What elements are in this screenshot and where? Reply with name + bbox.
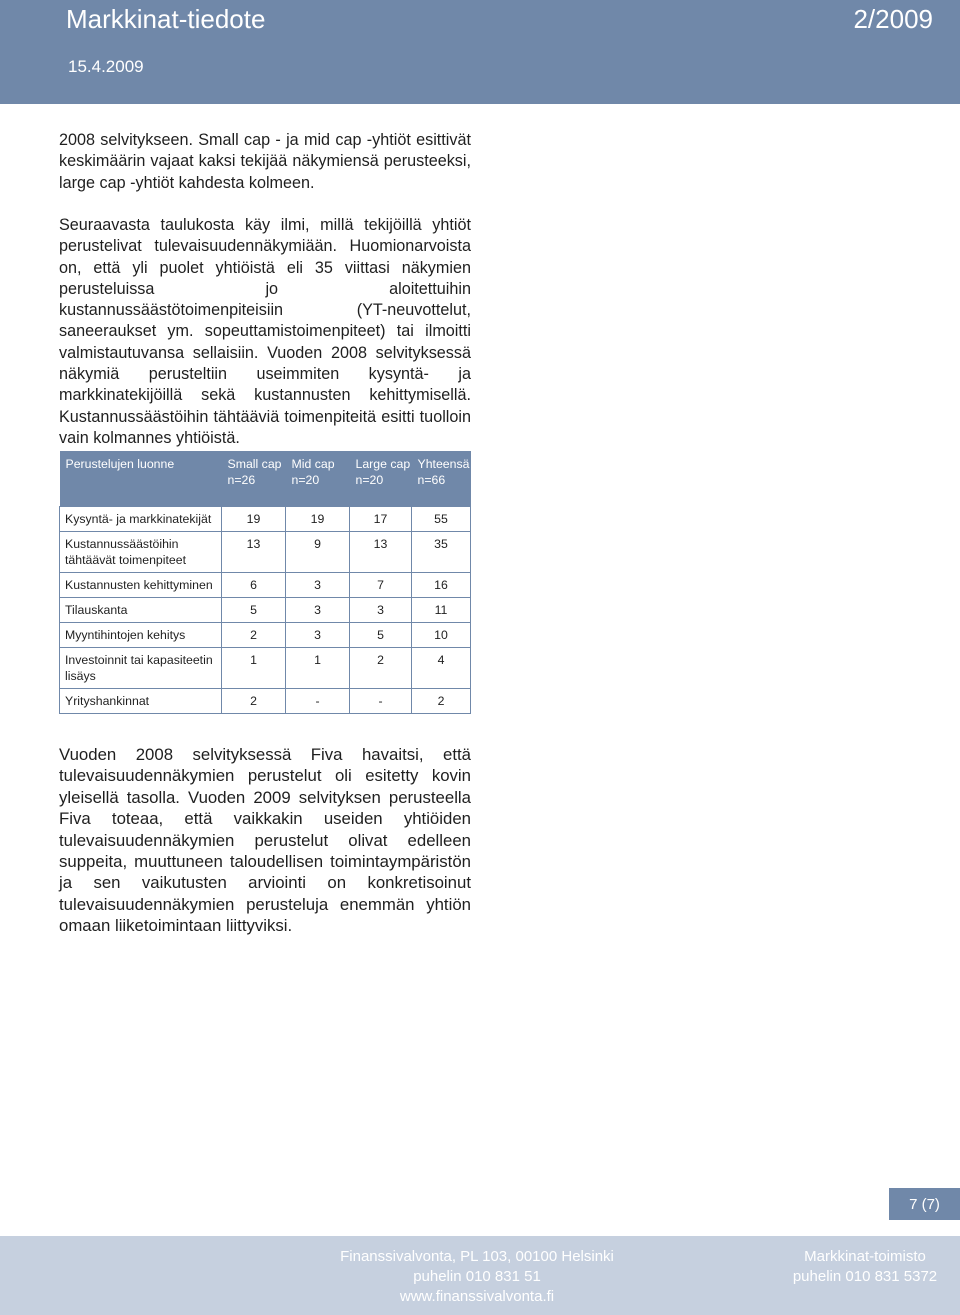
bulletin-date: 15.4.2009: [68, 57, 144, 76]
table-cell-count: 11: [412, 598, 471, 623]
table-cell-count: 16: [412, 573, 471, 598]
table-row: [60, 648, 471, 689]
table-cell-count: 1: [286, 648, 350, 689]
table-cell-count: 55: [412, 507, 471, 532]
bulletin-title: Markkinat-tiedote: [66, 4, 266, 34]
issue-number: 2/2009: [853, 4, 933, 34]
table-cell-count: 35: [412, 532, 471, 573]
table-cell-count: 9: [286, 532, 350, 573]
table-cell-count: 6: [222, 573, 286, 598]
table-cell-count: 17: [350, 507, 412, 532]
table-cell-count: 10: [412, 623, 471, 648]
column-header-mid-cap: Mid cap n=20: [286, 451, 350, 507]
page-footer: [0, 1236, 960, 1315]
table-cell-count: 19: [222, 507, 286, 532]
table-cell-count: 19: [286, 507, 350, 532]
table-row: [60, 507, 471, 532]
table-cell-count: 13: [350, 532, 412, 573]
table-cell-reason: Tilauskanta: [60, 598, 222, 623]
footer-address: Finanssivalvonta, PL 103, 00100 Helsinki: [340, 1248, 614, 1265]
table-cell-reason: Kysyntä- ja markkinatekijät: [60, 507, 222, 532]
table-row: [60, 689, 471, 714]
table-cell-count: 13: [222, 532, 286, 573]
body-paragraph-1: 2008 selvitykseen. Small cap - ja mid cap -yhtiöt esittivät keskimäärin vajaat kaksi tekijää näkymiensä perusteeksi, large cap -yhtiöt kahdesta kolmeen.: [59, 131, 471, 192]
column-header-total: Yhteensä n=66: [412, 451, 471, 507]
footer-department-phone: puhelin 010 831 5372: [792, 1268, 938, 1285]
page-header: [0, 0, 960, 104]
table-row: [60, 573, 471, 598]
table-cell-count: 3: [286, 598, 350, 623]
table-cell-count: 3: [350, 598, 412, 623]
table-cell-count: 2: [222, 689, 286, 714]
table-header-row: [60, 451, 471, 507]
footer-website-link[interactable]: www.finanssivalvonta.fi: [399, 1288, 555, 1305]
table-cell-count: 7: [350, 573, 412, 598]
table-cell-count: -: [286, 689, 350, 714]
table-cell-reason: Myyntihintojen kehitys: [60, 623, 222, 648]
footer-phone: puhelin 010 831 51: [413, 1268, 541, 1285]
table-cell-count: 5: [222, 598, 286, 623]
body-paragraph-2: Seuraavasta taulukosta käy ilmi, millä tekijöillä yhtiöt perustelivat tulevaisuudennäkymiään. Huomionarvoista on, että yli puolet yhtiöistä eli 35 viittasi näkymien perusteluissa jo aloitettuihin kustannussäästötoimenpiteisiin (YT-neuvottelut, saneeraukset ym. sopeuttamistoimenpiteet) tai ilmoitti valmistautuvansa sellaisiin. Vuoden 2008 selvityksessä näkymiä perusteltiin useimmiten kysyntä- ja markkinatekijöillä sekä kustannusten kehittymisellä. Kustannussäästöihin tähtääviä toimenpiteitä esitti tuolloin vain kolmannes yhtiöistä.: [59, 216, 471, 447]
table-row: [60, 623, 471, 648]
table-cell-reason: Investoinnit tai kapasiteetin lisäys: [60, 648, 222, 689]
table-cell-reason: Kustannussäästöihin tähtäävät toimenpiteet: [60, 532, 222, 573]
table-cell-count: 3: [286, 573, 350, 598]
column-header-small-cap: Small cap n=26: [222, 451, 286, 507]
page-number: 7 (7): [889, 1188, 960, 1220]
table-cell-count: 5: [350, 623, 412, 648]
table-cell-reason: Kustannusten kehittyminen: [60, 573, 222, 598]
table-cell-count: 1: [222, 648, 286, 689]
table-cell-count: 4: [412, 648, 471, 689]
table-cell-count: -: [350, 689, 412, 714]
body-paragraph-3: Vuoden 2008 selvityksessä Fiva havaitsi, että tulevaisuudennäkymien perustelut oli esitetty kovin yleisellä tasolla. Vuoden 2009 selvityksen perusteella Fiva toteaa, että vaikkakin useiden yhtiöiden tulevaisuudennäkymien perustelut olivat edelleen suppeita, muuttuneen taloudellisen toimintaympäristön ja sen vaikutusten arviointi on konkretisoinut tulevaisuudennäkymien perusteluja enemmän yhtiön omaan liiketoimintaan liittyviksi.: [59, 745, 471, 936]
footer-organization: [330, 1247, 624, 1307]
table-cell-count: 2: [350, 648, 412, 689]
table-cell-count: 3: [286, 623, 350, 648]
footer-department: [780, 1247, 950, 1287]
table-cell-count: 2: [222, 623, 286, 648]
reasons-table: [59, 451, 471, 714]
column-header-reason: Perustelujen luonne: [60, 451, 222, 507]
column-header-large-cap: Large cap n=20: [350, 451, 412, 507]
table-cell-reason: Yrityshankinnat: [60, 689, 222, 714]
table-row: [60, 598, 471, 623]
footer-department-name: Markkinat-toimisto: [804, 1248, 926, 1265]
table-row: [60, 532, 471, 573]
table-cell-count: 2: [412, 689, 471, 714]
